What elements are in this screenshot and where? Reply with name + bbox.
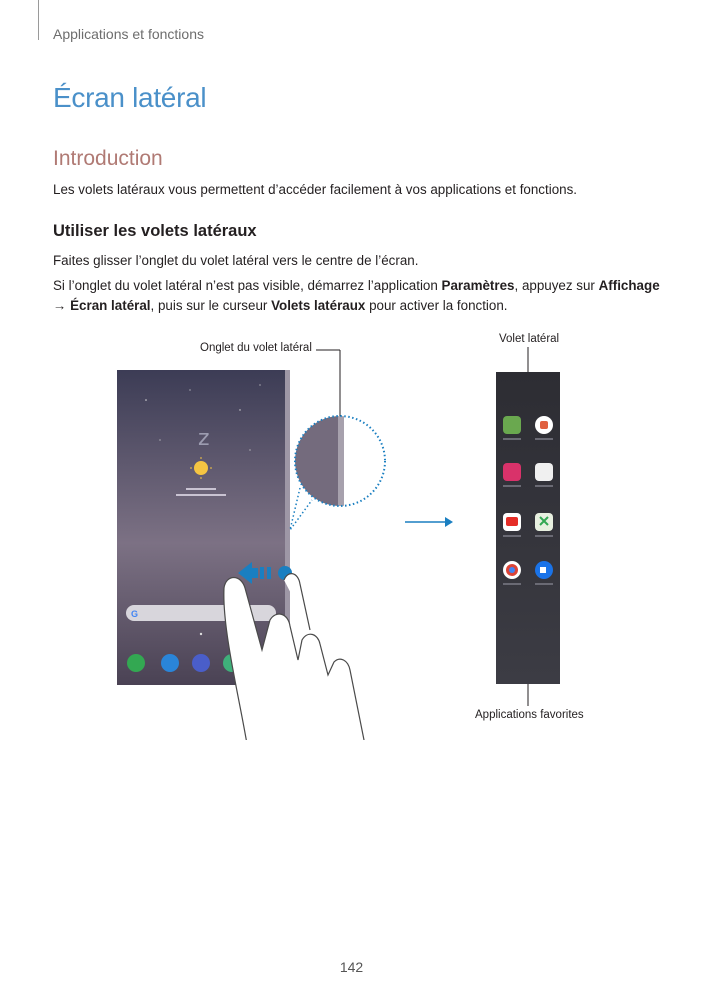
favorite-app-icon xyxy=(535,463,553,481)
subsection-heading-usage: Utiliser les volets latéraux xyxy=(53,222,257,240)
section-heading-introduction: Introduction xyxy=(53,147,163,170)
phone-home-screen xyxy=(117,370,290,685)
weather-sun-icon xyxy=(194,461,208,475)
usage-line-3-text-c: , puis sur le curseur xyxy=(150,298,272,313)
edge-panels-switch-name: Volets latéraux xyxy=(271,298,366,313)
svg-text:z: z xyxy=(198,426,210,451)
running-header: Applications et fonctions xyxy=(53,26,204,42)
edge-screen-menu-name: Écran latéral xyxy=(70,298,151,313)
hand-illustration xyxy=(224,574,366,740)
page-number: 142 xyxy=(339,959,364,975)
introduction-text: Les volets latéraux vous permettent d’accéder facilement à vos applications et fonctions. xyxy=(53,182,578,197)
label-edge-panel: Volet latéral xyxy=(499,333,560,345)
favorite-app-icon xyxy=(503,416,521,434)
phone-app-icon xyxy=(127,654,145,672)
usage-line-3-arrow: → xyxy=(53,298,71,313)
settings-app-name: Paramètres xyxy=(441,278,515,293)
usage-line-2-text-c: , appuyez sur xyxy=(514,278,599,293)
label-edge-tab: Onglet du volet latéral xyxy=(200,342,312,354)
label-favorite-apps: Applications favorites xyxy=(475,709,584,721)
google-logo: G xyxy=(131,609,139,619)
usage-line-2 xyxy=(53,276,660,295)
edge-tab-magnifier xyxy=(290,416,385,530)
usage-line-3-text-e: pour activer la fonction. xyxy=(365,298,508,313)
display-menu-name: Affichage xyxy=(598,278,660,293)
edge-panel-screen xyxy=(496,372,560,684)
internet-app-icon xyxy=(192,654,210,672)
figure-illustration xyxy=(100,330,600,740)
favorite-app-icon xyxy=(503,463,521,481)
usage-line-1: Faites glisser l’onglet du volet latéral vers le centre de l’écran. xyxy=(53,253,419,268)
usage-line-3 xyxy=(53,296,508,315)
header-rule xyxy=(38,0,39,40)
edge-panel-figure xyxy=(100,330,600,740)
usage-line-2-text-a: Si l’onglet du volet latéral n’est pas visible, démarrez l’application xyxy=(53,278,442,293)
messages-app-icon xyxy=(161,654,179,672)
page-title: Écran latéral xyxy=(53,82,207,113)
transition-arrow xyxy=(405,517,453,527)
